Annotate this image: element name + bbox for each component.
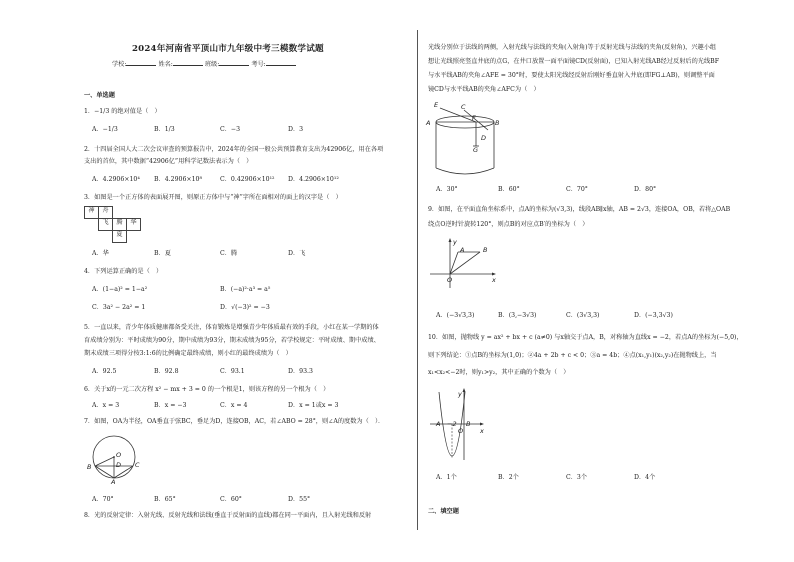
q9-opt-d[interactable]: D．(−3,3√3) xyxy=(634,312,673,319)
q8-line-1: 光线分别位于法线的两侧，入射光线与法线的夹角(入射角)等于反射光线与法线的夹角(反射角)，兴趣小组 xyxy=(428,44,717,51)
q7-label-a: A xyxy=(111,478,116,486)
q8-label-b: B xyxy=(495,119,500,127)
q9-opt-b[interactable]: B．(3,−3√3) xyxy=(498,312,537,319)
q9-opt-c[interactable]: C．(3√3,3) xyxy=(566,312,600,319)
q10-line-1: 10．如图，抛物线 y = ax² + bx + c (a≠0) 与x轴交于点A，B，对称轴为直线x = −2，若点A的坐标为(−5,0)， xyxy=(428,334,743,341)
q2-stem-1: 2．十四届全国人大二次会议审查的预算报告中，2024年的全国一般公共预算教育支出为42906亿，用在各项 xyxy=(84,146,384,153)
q6-opt-d[interactable]: D．x = 1或x = 3 xyxy=(288,402,339,409)
q2-opt-a[interactable]: A．4.2906×10⁴ xyxy=(92,176,140,183)
section-single-choice: 一、单选题 xyxy=(84,92,115,99)
q9-label-y: y xyxy=(453,238,457,246)
q3-opt-b[interactable]: B．夏 xyxy=(154,250,171,257)
net-cell: 腾 xyxy=(112,218,127,231)
q5-stem-1: 5．一直以来，青少年体质健康都备受关注，体育锻炼是增强青少年体质最有效的手段，小红在某一学期的体 xyxy=(84,324,379,331)
net-cell: 舟 xyxy=(98,206,113,219)
net-cell: 华 xyxy=(126,218,141,231)
q3-opt-d[interactable]: D．飞 xyxy=(288,250,306,257)
q1-opt-c[interactable]: C．−3 xyxy=(220,126,241,133)
q9-label-o: O xyxy=(447,276,453,284)
q5-opt-c[interactable]: C．93.1 xyxy=(220,368,245,375)
q5-opt-b[interactable]: B．92.8 xyxy=(154,368,179,375)
q4-opt-d[interactable]: D．√(−3)² = −3 xyxy=(220,304,270,311)
blank-class[interactable] xyxy=(219,60,249,66)
q7-opt-a[interactable]: A．70° xyxy=(92,496,114,503)
q8-label-g: G xyxy=(473,146,479,154)
q10-line-3: x₁<x₂<−2时，则y₁>y₂，其中正确的个数为（ ） xyxy=(428,369,570,376)
q9-label-x: x xyxy=(492,276,496,284)
q10-opt-d[interactable]: D．4个 xyxy=(634,474,656,481)
q2-stem-2: 支出的首位，其中数据“42906亿”用科学记数法表示为（ ） xyxy=(84,158,253,165)
q4-stem: 4．下列运算正确的是（ ） xyxy=(84,268,163,275)
q8-label-c: C xyxy=(461,103,466,111)
q10-label-b: B xyxy=(466,420,471,428)
q7-label-d: D xyxy=(116,461,122,469)
q9-opt-a[interactable]: A．(−3√3,3) xyxy=(436,312,475,319)
net-cell: 夏 xyxy=(112,230,127,243)
q1-opt-d[interactable]: D．3 xyxy=(288,126,304,133)
q6-opt-a[interactable]: A．x = 3 xyxy=(92,402,120,409)
field-number: 考号: xyxy=(251,61,266,68)
q10-line-2: 则下列结论：①点B的坐标为(1,0)；②4a + 2b + c < 0；③a = 4b；④点(x₁,y₁)(x₂,y₂)在抛物线上，当 xyxy=(428,352,717,359)
exam-title: 2024年河南省平顶山市九年级中考三模数学试题 xyxy=(132,44,324,54)
q8-line-3: 与水平线AB的夹角∠AFE = 30°时，要使太阳光线经反射后刚好垂直射入井底(即FG⊥AB)，则调整平面 xyxy=(428,72,715,79)
q2-opt-b[interactable]: B．4.2906×10⁸ xyxy=(154,176,202,183)
info-line xyxy=(112,60,296,69)
q8-label-a: A xyxy=(426,119,431,127)
field-class: 班级: xyxy=(204,61,220,68)
net-cell: 飞 xyxy=(98,218,113,231)
section-fill-blank: 二、填空题 xyxy=(428,508,459,515)
q2-opt-d[interactable]: D．4.2906×10¹² xyxy=(288,176,339,183)
q1-opt-a[interactable]: A．−1/3 xyxy=(92,126,118,133)
q8-line-4: 镜CD与水平线AB的夹角∠AFC为（ ） xyxy=(428,86,540,93)
q7-opt-c[interactable]: C．60° xyxy=(220,496,242,503)
q3-stem: 3．如图是一个正方体的表面展开图，则原正方体中与“神”字所在面相对的面上的汉字是（ ） xyxy=(84,194,342,201)
q9-line-2: 绕点O逆时针旋转120°，则点B的对应点B′的坐标为（ ） xyxy=(428,221,589,228)
q10-opt-a[interactable]: A．1个 xyxy=(436,474,457,481)
q4-opt-c[interactable]: C．3a² − 2a² = 1 xyxy=(92,304,146,311)
q10-label-a: A xyxy=(436,420,441,428)
q8-opt-a[interactable]: A．30° xyxy=(436,186,458,193)
q7-opt-d[interactable]: D．55° xyxy=(288,496,311,503)
field-school: 学校: xyxy=(112,61,127,68)
net-cell: 神 xyxy=(84,206,99,219)
q9-coordinate-figure xyxy=(428,236,508,296)
q8-opt-d[interactable]: D．80° xyxy=(634,186,657,193)
q1-opt-b[interactable]: B．1/3 xyxy=(154,126,175,133)
q8-line-2: 想让光线照亮竖直井底的点G，在井口放置一面平面镜CD(反射面)，已知入射光线AB经过反射后的光线BF xyxy=(428,58,720,65)
blank-name[interactable] xyxy=(173,60,203,66)
blank-number[interactable] xyxy=(266,60,296,66)
q10-label-y: y xyxy=(458,390,462,398)
q10-opt-b[interactable]: B．2个 xyxy=(498,474,519,481)
q1-stem: 1．−1/3 的绝对值是（ ） xyxy=(84,108,161,115)
q8-label-d: D xyxy=(481,134,487,142)
q5-stem-2: 育成绩分别为：平时成绩为90分，期中成绩为93分，期末成绩为95分，若学校规定：平时成绩、期中成绩、 xyxy=(84,337,380,344)
q7-label-c: C xyxy=(135,461,140,469)
q4-opt-a[interactable]: A．(1−a)² = 1−a² xyxy=(92,286,148,293)
q3-opt-a[interactable]: A．华 xyxy=(92,250,109,257)
q8-opt-c[interactable]: C．70° xyxy=(566,186,588,193)
q6-opt-b[interactable]: B．x = −3 xyxy=(154,402,187,409)
q10-label-x: x xyxy=(480,427,484,435)
q6-opt-c[interactable]: C．x = 4 xyxy=(220,402,248,409)
field-name: 姓名: xyxy=(158,61,173,68)
q10-opt-c[interactable]: C．3个 xyxy=(566,474,588,481)
q9-label-a: A xyxy=(460,246,465,254)
q6-stem: 6．关于x的一元二次方程 x² − mx + 3 = 0 的一个根是1，则该方程的另一个根为（ ） xyxy=(84,386,330,393)
q8-label-e: E xyxy=(434,101,439,109)
q2-opt-c[interactable]: C．0.42906×10¹² xyxy=(220,176,275,183)
q8-well-figure xyxy=(430,98,520,178)
q7-stem: 7．如图，OA为半径，OA垂直于弦BC，垂足为D，连接OB，AC，若∠ABO = 28°，则∠A的度数为（ ）． xyxy=(84,418,385,425)
column-divider xyxy=(417,30,418,530)
q7-opt-b[interactable]: B．65° xyxy=(154,496,176,503)
q7-label-b: B xyxy=(87,463,92,471)
q8-opt-b[interactable]: B．60° xyxy=(498,186,520,193)
q10-label-o: O xyxy=(458,427,464,435)
q7-label-o: O xyxy=(116,451,122,459)
q4-opt-b[interactable]: B．(−a)²·a³ = a⁵ xyxy=(220,286,271,293)
blank-school[interactable] xyxy=(126,60,156,66)
q10-label-neg2: −2 xyxy=(447,420,457,428)
q8-label-f: F xyxy=(472,114,476,122)
q8-stem-start: 8．光的反射定律：入射光线、反射光线和法线(垂直于反射面的直线)都在同一平面内，且入射光线和反射 xyxy=(84,512,372,519)
q5-opt-d[interactable]: D．93.3 xyxy=(288,368,313,375)
q5-opt-a[interactable]: A．92.5 xyxy=(92,368,117,375)
q5-stem-3: 期末成绩三项得分按3:1:6的比例确定最终成绩，则小红的最终成绩为（ ） xyxy=(84,350,292,357)
q9-label-b: B xyxy=(483,246,488,254)
q3-opt-c[interactable]: C．腾 xyxy=(220,250,238,257)
q9-line-1: 9．如图，在平面直角坐标系中，点A的坐标为(√3,3)，线段AB∥x轴，AB = 2√3，连接OA，OB，若将△OAB xyxy=(428,206,731,213)
